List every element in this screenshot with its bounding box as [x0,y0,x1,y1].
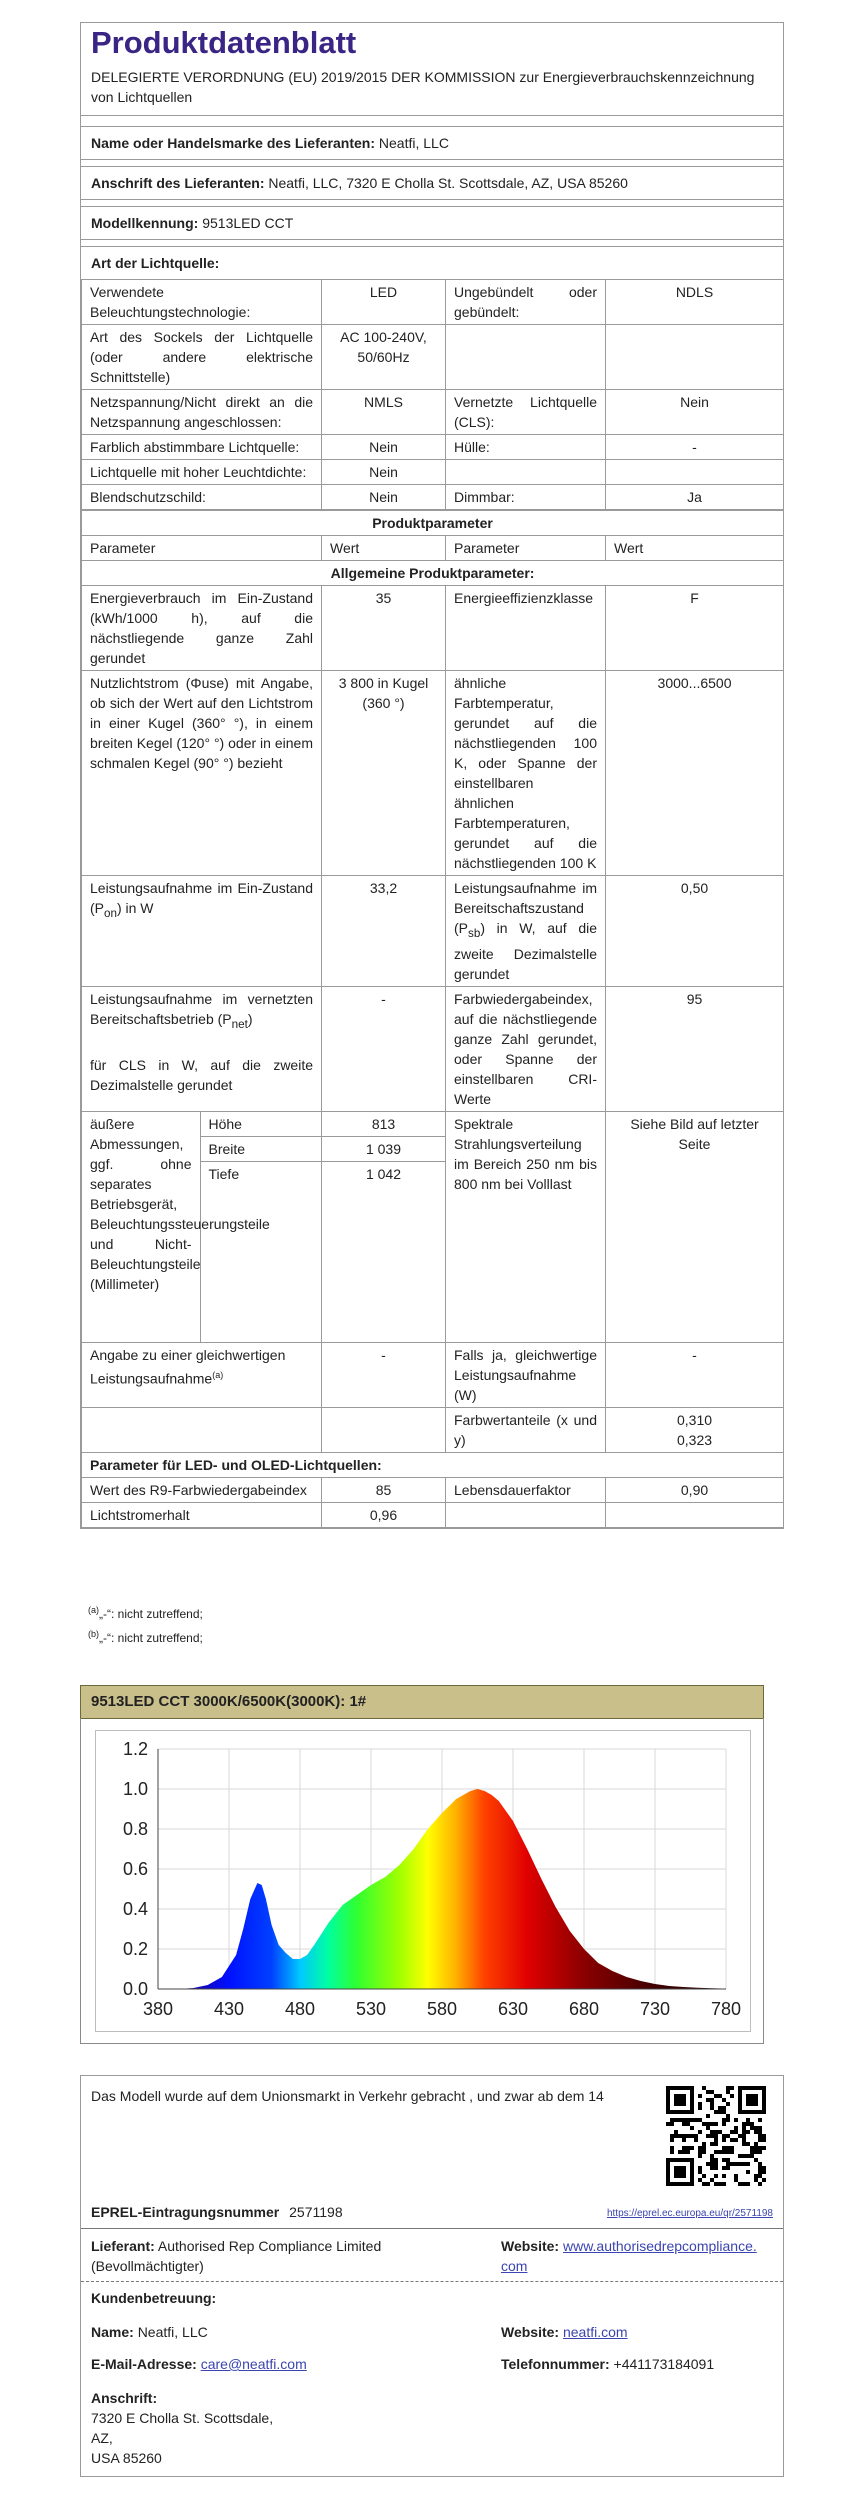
product-parameters-title: Produktparameter [82,511,784,536]
x-tick-label: 730 [639,1999,671,2019]
y-tick-label: 0.0 [122,1979,148,1999]
spectrum-plot [96,1731,750,2031]
chart-title: 9513LED CCT 3000K/6500K(3000K): 1# [80,1685,764,1719]
eprel-line [91,2204,773,2220]
spectral-distribution-label: Spektrale Strahlungsverteilung im Bereich 250 nm bis 800 nm bei Volllast [446,1111,606,1342]
type-row [82,390,784,435]
equivalent-power-label: Angabe zu einer gleichwertigen Leistungsaufnahme$^{(a)}$ [82,1342,322,1407]
chart-plot-frame [95,1730,751,2032]
light-source-type-title [81,247,783,279]
networked-standby-value: - [322,986,446,1111]
eprel-info-box [80,2075,784,2477]
width-label: Breite [200,1136,322,1161]
y-tick-label: 0.8 [122,1819,148,1839]
market-text: Das Modell wurde auf dem Unionsmarkt in Verkehr gebracht , und zwar ab dem 14 [91,2088,604,2104]
divider [81,160,783,167]
light-source-type-table [81,279,784,510]
website2-label: Website: [501,2324,560,2340]
type-label: Art des Sockels der Lichtquelle (oder andere elektrische Schnittstelle) [82,325,322,390]
customer-name-line [91,2324,471,2340]
empty-cell [82,1407,322,1452]
type-value: NDLS [606,280,784,325]
energy-consumption-label: Energieverbrauch im Ein-Zustand (kWh/1000 h), auf die nächstliegende ganze Zahl gerundet [82,586,322,671]
height-value: 813 [322,1112,445,1137]
footnotes [80,1600,782,1648]
divider [81,116,783,127]
chart-frame [80,1718,764,2044]
spectral-distribution-value: Siehe Bild auf letzter Seite [606,1111,784,1342]
supplier-address: Neatfi, LLC, 7320 E Cholla St. Scottsdale, AZ, USA 85260 [268,175,628,191]
x-tick-label: 380 [142,1999,174,2019]
product-parameters-table [81,510,784,1528]
type-label: Blendschutzschild: [82,485,322,510]
general-parameters-title: Allgemeine Produktparameter: [82,561,784,586]
divider [81,2228,783,2229]
type-value: LED [322,280,446,325]
phone-line [501,2356,773,2372]
regulation-subtitle: DELEGIERTE VERORDNUNG (EU) 2019/2015 DER KOMMISSION zur Energieverbrauchskennzeichnung von Lichtquellen [81,61,783,116]
type-value: Nein [322,460,446,485]
chromaticity-label: Farbwertanteile (x und y) [446,1407,606,1452]
address-line-2: AZ, [91,2430,113,2446]
type-value: NMLS [322,390,446,435]
x-tick-label: 480 [284,1999,316,2019]
depth-label: Tiefe [208,1165,240,1182]
email-label: E-Mail-Adresse: [91,2356,197,2372]
x-tick-label: 530 [355,1999,387,2019]
email-link[interactable]: care@neatfi.com [200,2356,307,2372]
divider [81,2281,783,2282]
divider [81,240,783,247]
luminous-flux-value: 3 800 in Kugel (360 °) [322,671,446,876]
y-tick-label: 1.2 [122,1739,148,1759]
type-value: AC 100-240V, 50/60Hz [322,325,446,390]
col-param: Parameter [82,536,322,561]
dimensions-cell [82,1111,322,1342]
supplier-name: Neatfi, LLC [378,135,449,151]
chromaticity-value: 0,310 0,323 [606,1407,784,1452]
model-label: Modellkennung: [91,215,199,231]
type-label [446,325,606,390]
empty-cell [322,1407,446,1452]
spectrum-area [179,1789,726,1989]
eprel-url-link[interactable]: https://eprel.ec.europa.eu/qr/2571198 [606,2208,773,2219]
customer-website-line [501,2324,773,2340]
supplier-address-label: Anschrift des Lieferanten: [91,175,265,191]
website-link[interactable]: www.authorisedrepcompliance.com [501,2238,757,2274]
type-value: Ja [606,485,784,510]
type-label: Dimmbar: [446,485,606,510]
type-row [82,280,784,325]
supplier-website-line [501,2236,761,2276]
type-label [446,460,606,485]
lumen-maintenance-label: Lichtstromerhalt [82,1502,322,1527]
phone-label: Telefonnummer: [501,2356,610,2372]
r9-value: 85 [322,1477,446,1502]
phone-number: +441173184091 [613,2356,715,2372]
energy-consumption-value: 35 [322,586,446,671]
type-label: Netzspannung/Nicht direkt an die Netzspannung angeschlossen: [82,390,322,435]
type-value: - [606,435,784,460]
divider [81,200,783,207]
footnote-b: $^{(b)}$„-“: nicht zutreffend; [88,1629,203,1645]
standby-power-value: 0,50 [606,876,784,987]
equivalent-power-value: - [322,1342,446,1407]
x-tick-label: 680 [568,1999,600,2019]
supplier-text: Authorised Rep Compliance Limited (Bevollmächtigter) [91,2238,382,2274]
y-tick-label: 0.6 [122,1859,148,1879]
y-tick-label: 0.2 [122,1939,148,1959]
col-value: Wert [606,536,784,561]
r9-label: Wert des R9-Farbwiedergabeindex [82,1477,322,1502]
eprel-number: 2571198 [289,2204,343,2220]
type-value [606,460,784,485]
address-line-1: 7320 E Cholla St. Scottsdale, [91,2410,274,2426]
address-line-3: USA 85260 [91,2450,162,2466]
cri-value: 95 [606,986,784,1111]
if-yes-value: - [606,1342,784,1407]
height-label: Höhe [200,1112,322,1137]
model-line [81,207,783,240]
customer-website-link[interactable]: neatfi.com [562,2324,628,2340]
email-line [91,2356,471,2372]
model-id: 9513LED CCT [202,215,294,231]
type-label: Hülle: [446,435,606,460]
col-param: Parameter [446,536,606,561]
datasheet [80,22,784,1529]
dimensions-label: äußere Abmessungen, ggf. ohne separates Betriebsgerät, Beleuchtungssteuerungsteile und Nicht-Beleuchtungsteile (Millimeter) [82,1112,200,1342]
x-tick-label: 430 [213,1999,245,2019]
type-value [606,325,784,390]
website-label: Website: [501,2238,560,2254]
type-row [82,485,784,510]
empty-cell [446,1502,606,1527]
type-row [82,325,784,390]
dimensions-subtable [82,1112,322,1342]
address-label: Anschrift: [91,2390,158,2406]
supplier-label: Lieferant: [91,2238,155,2254]
type-value: Nein [606,390,784,435]
x-tick-label: 630 [497,1999,529,2019]
on-power-value: 33,2 [322,876,446,987]
cct-value: 3000...6500 [606,671,784,876]
supplier-name-line [81,127,783,160]
type-label: Vernetzte Lichtquelle (CLS): [446,390,606,435]
type-label: Ungebündelt oder gebündelt: [446,280,606,325]
type-label: Lichtquelle mit hoher Leuchtdichte: [82,460,322,485]
survival-factor-value: 0,90 [606,1477,784,1502]
dimensions-values [322,1111,446,1342]
standby-power-label: Leistungsaufnahme im Bereitschaftszustand $(P_{sb})$ in W, auf die zweite Dezimalstelle gerundet [446,876,606,987]
x-tick-label: 580 [426,1999,458,2019]
address-block [91,2388,773,2468]
led-parameters-title: Parameter für LED- und OLED-Lichtquellen: [82,1452,784,1477]
col-value: Wert [322,536,446,561]
width-value: 1 039 [322,1137,445,1162]
type-label: Verwendete Beleuchtungstechnologie: [82,280,322,325]
customer-name: Neatfi, LLC [137,2324,208,2340]
type-row [82,435,784,460]
name-label: Name: [91,2324,134,2340]
spectrum-chart [80,1685,764,2045]
on-power-label: Leistungsaufnahme im Ein-Zustand $(P_{on})$ in W [82,876,322,987]
supplier-name-label: Name oder Handelsmarke des Lieferanten: [91,135,375,151]
type-value: Nein [322,435,446,460]
depth-value: 1 042 [365,1165,402,1182]
customer-service-title: Kundenbetreuung: [91,2290,217,2306]
qr-code-icon[interactable] [666,2086,766,2186]
survival-factor-label: Lebensdauerfaktor [446,1477,606,1502]
supplier-line [91,2236,481,2276]
luminous-flux-label: Nutzlichtstrom (Φuse) mit Angabe, ob sich der Wert auf den Lichtstrom in einer Kugel (360° °), in einem breiten Kegel (120° °) oder in einem schmalen Kegel (90° °) bezieht [82,671,322,876]
cct-label: ähnliche Farbtemperatur, gerundet auf die nächstliegenden 100 K, oder Spanne der einstellbaren ähnlichen Farbtemperaturen, gerundet auf die nächstliegenden 100 K [446,671,606,876]
lumen-maintenance-value: 0,96 [322,1502,446,1527]
light-source-type-label: Art der Lichtquelle: [91,255,220,271]
energy-class-value: F [606,586,784,671]
y-tick-label: 0.4 [122,1899,148,1919]
cri-label: Farbwiedergabeindex, auf die nächstliegende ganze Zahl gerundet, oder Spanne der einstellbaren CRI-Werte [446,986,606,1111]
supplier-address-line [81,167,783,200]
type-row [82,460,784,485]
page-title: Produktdatenblatt [91,25,357,60]
type-label: Farblich abstimmbare Lichtquelle: [82,435,322,460]
energy-class-label: Energieeffizienzklasse [446,586,606,671]
empty-cell [606,1502,784,1527]
if-yes-label: Falls ja, gleichwertige Leistungsaufnahme (W) [446,1342,606,1407]
eprel-label: EPREL-Eintragungsnummer [91,2204,280,2220]
y-tick-label: 1.0 [122,1779,148,1799]
networked-standby-label: Leistungsaufnahme im vernetzten Bereitschaftsbetrieb $(P_{net})$ für CLS in W, auf die zweite Dezimalstelle gerundet [82,986,322,1111]
footnote-a: $^{(a)}$„-“: nicht zutreffend; [88,1605,203,1621]
type-value: Nein [322,485,446,510]
x-tick-label: 780 [710,1999,742,2019]
